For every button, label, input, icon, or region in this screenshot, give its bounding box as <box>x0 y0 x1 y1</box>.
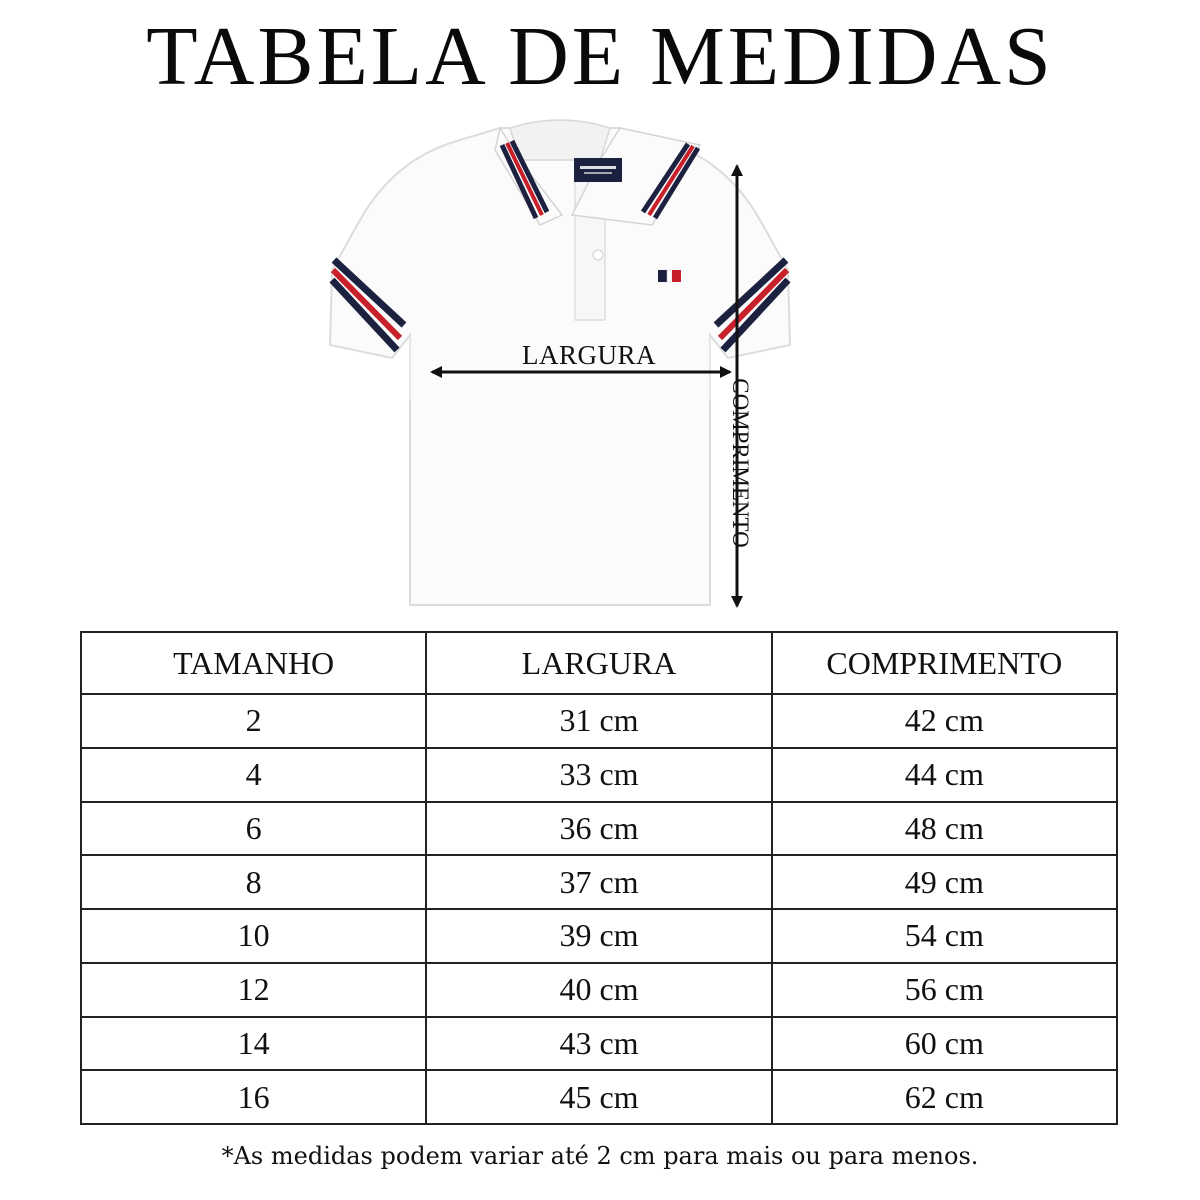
header-largura: LARGURA <box>426 632 771 694</box>
cell-width: 36 cm <box>426 802 771 856</box>
cell-length: 56 cm <box>772 963 1117 1017</box>
cell-length: 44 cm <box>772 748 1117 802</box>
cell-length: 49 cm <box>772 855 1117 909</box>
table-row <box>81 909 1117 963</box>
cell-size: 6 <box>81 802 426 856</box>
cell-size: 12 <box>81 963 426 1017</box>
cell-length: 62 cm <box>772 1070 1117 1124</box>
cell-size: 8 <box>81 855 426 909</box>
neck-label-icon <box>574 158 622 182</box>
cell-width: 37 cm <box>426 855 771 909</box>
cell-size: 2 <box>81 694 426 748</box>
cell-width: 45 cm <box>426 1070 771 1124</box>
size-table <box>80 631 1118 1125</box>
cell-size: 14 <box>81 1017 426 1071</box>
table-row <box>81 694 1117 748</box>
length-label: COMPRIMENTO <box>728 378 753 548</box>
cell-width: 40 cm <box>426 963 771 1017</box>
cell-width: 39 cm <box>426 909 771 963</box>
cell-size: 10 <box>81 909 426 963</box>
table-row <box>81 855 1117 909</box>
cell-length: 54 cm <box>772 909 1117 963</box>
brand-flag-icon <box>658 270 681 282</box>
cell-length: 60 cm <box>772 1017 1117 1071</box>
table-row <box>81 748 1117 802</box>
footnote: *As medidas podem variar até 2 cm para mais ou para menos. <box>221 1142 979 1170</box>
width-label: LARGURA <box>522 340 657 370</box>
cell-size: 4 <box>81 748 426 802</box>
table-header-row <box>81 632 1117 694</box>
cell-width: 33 cm <box>426 748 771 802</box>
cell-width: 43 cm <box>426 1017 771 1071</box>
table-row <box>81 963 1117 1017</box>
table-row <box>81 1017 1117 1071</box>
shirt-diagram <box>300 100 820 620</box>
cell-length: 42 cm <box>772 694 1117 748</box>
table-row <box>81 802 1117 856</box>
header-comprimento: COMPRIMENTO <box>772 632 1117 694</box>
table-row <box>81 1070 1117 1124</box>
page-title: TABELA DE MEDIDAS <box>146 10 1054 103</box>
cell-width: 31 cm <box>426 694 771 748</box>
header-tamanho: TAMANHO <box>81 632 426 694</box>
cell-size: 16 <box>81 1070 426 1124</box>
cell-length: 48 cm <box>772 802 1117 856</box>
